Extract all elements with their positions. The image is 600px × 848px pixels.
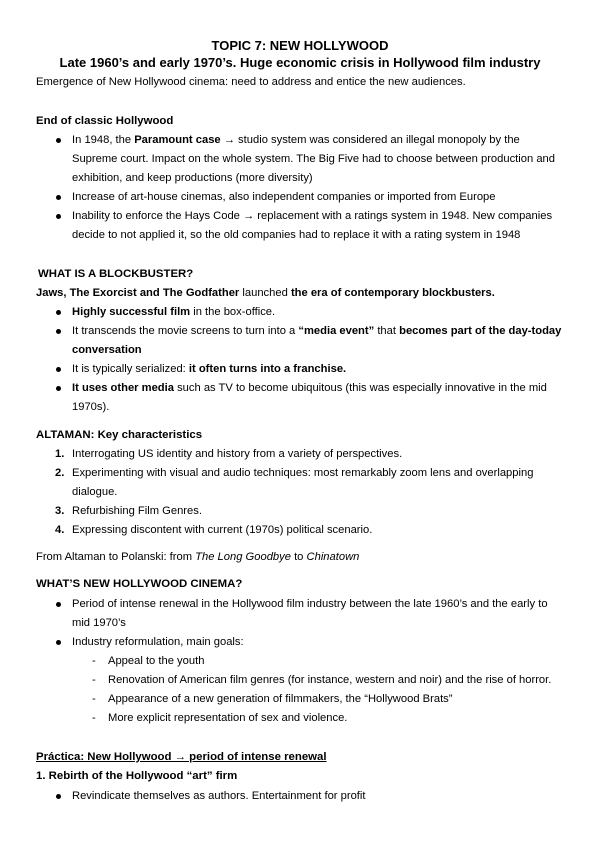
page-title: TOPIC 7: NEW HOLLYWOOD [211,38,389,53]
list-item: Interrogating US identity and history from a variety of perspectives. [72,448,403,460]
list-item-continuation: dialogue. [72,486,118,498]
list-item-continuation: decide to not applied it, so the old companies had to replace it with a rating system in 1948 [72,229,521,241]
bullet-dot [56,367,61,372]
section-heading-practica: Práctica: New Hollywood → period of intense renewal [36,751,327,763]
practica-subheading: 1. Rebirth of the Hollywood “art” firm [36,770,238,782]
list-item-continuation: 1970s). [72,401,110,413]
bullet-dot [56,640,61,645]
list-item: It uses other media such as TV to become ubiquitous (this was especially innovative in the mid [72,382,547,394]
section-heading-altaman: ALTAMAN: Key characteristics [36,429,203,441]
sub-list-item: Appeal to the youth [108,655,205,667]
list-item: Increase of art-house cinemas, also independent companies or imported from Europe [72,191,496,203]
list-item: Expressing discontent with current (1970s) political scenario. [72,524,373,536]
dash-marker: - [92,712,96,724]
page-subtitle: Late 1960’s and early 1970’s. Huge economic crisis in Hollywood film industry [59,55,541,70]
section-heading-blockbuster: WHAT IS A BLOCKBUSTER? [38,268,194,280]
bullet-dot [56,329,61,334]
bullet-dot [56,195,61,200]
sub-list-item: More explicit representation of sex and violence. [108,712,348,724]
sub-list-item: Appearance of a new generation of filmmakers, the “Hollywood Brats” [108,693,453,705]
sub-list-item: Renovation of American film genres (for instance, western and noir) and the rise of horror. [108,674,552,686]
bullet-dot [56,310,61,315]
list-item: Inability to enforce the Hays Code → replacement with a ratings system in 1948. New companies [72,210,553,222]
section-heading-new-cinema: WHAT’S NEW HOLLYWOOD CINEMA? [36,578,243,590]
list-item: Industry reformulation, main goals: [72,636,244,648]
list-item: In 1948, the Paramount case → studio system was considered an illegal monopoly by the [72,134,520,146]
bullet-dot [56,794,61,799]
dash-marker: - [92,655,96,667]
bullet-dot [56,214,61,219]
list-number: 3. [55,505,65,517]
bullet-dot [56,138,61,143]
list-number: 1. [55,448,65,460]
dash-marker: - [92,693,96,705]
list-item-continuation: exhibition, and keep productions (more diversity) [72,172,313,184]
list-item: It is typically serialized: it often turns into a franchise. [72,363,347,375]
list-item: It transcends the movie screens to turn into a “media event” that becomes part of the day-today [72,325,562,337]
blockbuster-lead: Jaws, The Exorcist and The Godfather launched the era of contemporary blockbusters. [36,287,495,299]
list-item-continuation: mid 1970’s [72,617,126,629]
list-item: Revindicate themselves as authors. Entertainment for profit [72,790,366,802]
polanski-line: From Altaman to Polanski: from The Long Goodbye to Chinatown [36,551,360,563]
list-number: 4. [55,524,65,536]
list-item: Refurbishing Film Genres. [72,505,202,517]
list-item-continuation: Supreme court. Impact on the whole system. The Big Five had to choose between production and [72,153,555,165]
bullet-dot [56,602,61,607]
intro-text: Emergence of New Hollywood cinema: need to address and entice the new audiences. [36,76,466,88]
dash-marker: - [92,674,96,686]
list-item: Period of intense renewal in the Hollywood film industry between the late 1960’s and the early to [72,598,548,610]
list-item: Highly successful film in the box-office. [72,306,276,318]
bullet-dot [56,386,61,391]
section-heading-classic: End of classic Hollywood [36,115,174,127]
list-item-continuation: conversation [72,344,142,356]
list-number: 2. [55,467,65,479]
list-item: Experimenting with visual and audio techniques: most remarkably zoom lens and overlapping [72,467,534,479]
